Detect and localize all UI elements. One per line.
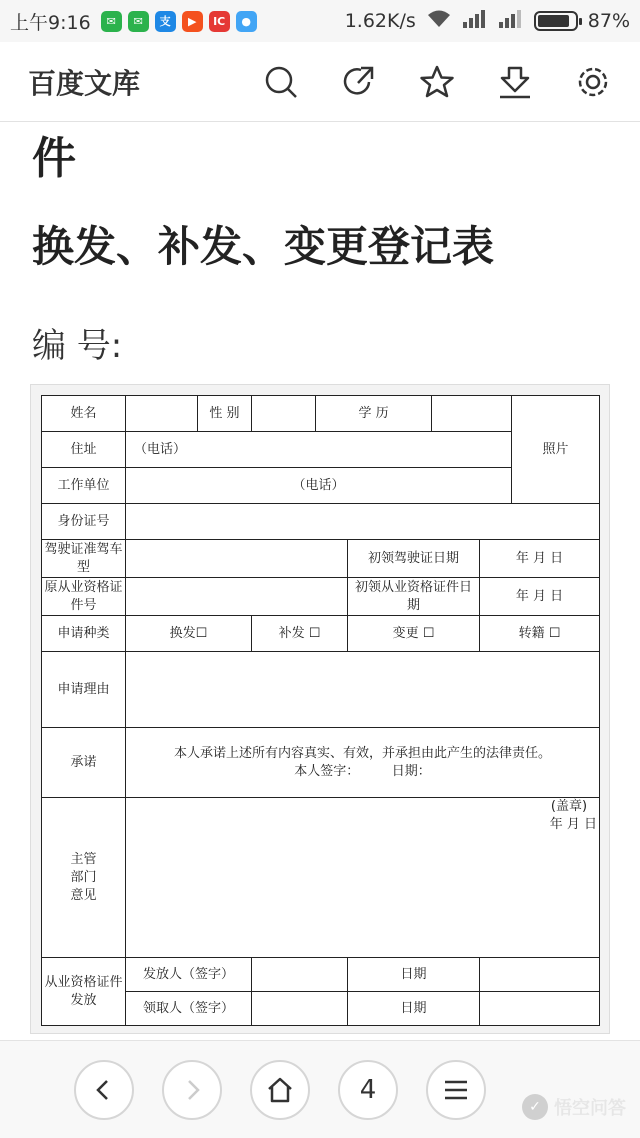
label-receive-date: 日期 xyxy=(348,992,480,1026)
bottom-navbar xyxy=(0,1040,640,1138)
value-orig-cert-no xyxy=(126,578,348,616)
number-label: 编 号: xyxy=(32,326,123,366)
star-icon[interactable] xyxy=(418,63,456,101)
value-address-phone: （电话） xyxy=(126,432,512,468)
label-authority-opinion xyxy=(42,798,126,958)
option-transfer: 转籍 ☐ xyxy=(480,616,600,652)
authority-opinion-box xyxy=(126,798,600,958)
share-icon[interactable] xyxy=(340,63,378,101)
authority-opinion-text: 主管部门意见 xyxy=(70,851,97,903)
label-cert-issue: 从业资格证件发放 xyxy=(42,958,126,1026)
app-header xyxy=(0,42,640,122)
label-license-class: 驾驶证准驾车型 xyxy=(42,540,126,578)
status-bar xyxy=(0,0,640,42)
label-apply-type: 申请种类 xyxy=(42,616,126,652)
registration-form xyxy=(41,395,600,1026)
label-receiver-sign: 领取人（签字） xyxy=(126,992,252,1026)
value-first-cert-date: 年 月 日 xyxy=(480,578,600,616)
seal-date: 年 月 日 xyxy=(549,817,598,832)
alipay-icon: 支 xyxy=(155,11,176,32)
seal-label: (盖章) xyxy=(550,799,588,814)
menu-button[interactable] xyxy=(426,1060,486,1120)
document-content[interactable] xyxy=(0,122,640,1040)
label-name: 姓名 xyxy=(42,396,126,432)
forward-button[interactable] xyxy=(162,1060,222,1120)
value-gender xyxy=(252,396,316,432)
value-license-class xyxy=(126,540,348,578)
watermark xyxy=(522,1094,626,1120)
label-first-cert-date: 初领从业资格证件日期 xyxy=(348,578,480,616)
value-employer-phone: （电话） xyxy=(126,468,512,504)
value-receiver-sign xyxy=(252,992,348,1026)
search-icon[interactable] xyxy=(262,63,300,101)
wechat-icon: ✉ xyxy=(101,11,122,32)
promise-box xyxy=(126,728,600,798)
label-gender: 性 别 xyxy=(198,396,252,432)
label-photo: 照片 xyxy=(512,396,600,504)
signal-icon-2 xyxy=(498,10,524,33)
option-change: 变更 ☐ xyxy=(348,616,480,652)
back-button[interactable] xyxy=(74,1060,134,1120)
option-reissue: 补发 ☐ xyxy=(252,616,348,652)
news-app-icon: IC xyxy=(209,11,230,32)
label-first-license-date: 初领驾驶证日期 xyxy=(348,540,480,578)
label-promise: 承诺 xyxy=(42,728,126,798)
value-id-number xyxy=(126,504,600,540)
document-heading: 换发、补发、变更登记表 xyxy=(32,222,495,271)
label-issuer-sign: 发放人（签字） xyxy=(126,958,252,992)
status-time: 上午9:16 xyxy=(10,11,91,34)
value-name xyxy=(126,396,198,432)
label-employer: 工作单位 xyxy=(42,468,126,504)
label-education: 学 历 xyxy=(316,396,432,432)
browser-app-icon: ● xyxy=(236,11,257,32)
wechat-icon-2: ✉ xyxy=(128,11,149,32)
label-id-number: 身份证号 xyxy=(42,504,126,540)
net-speed: 1.62K/s xyxy=(344,10,416,32)
watermark-text: 悟空问答 xyxy=(554,1098,626,1119)
form-image xyxy=(30,384,610,1034)
settings-icon[interactable] xyxy=(574,63,612,101)
video-app-icon: ▶ xyxy=(182,11,203,32)
promise-signature: 本人签字： 日期： xyxy=(294,763,431,779)
label-address: 住址 xyxy=(42,432,126,468)
wifi-icon xyxy=(426,9,452,34)
label-orig-cert-no: 原从业资格证件号 xyxy=(42,578,126,616)
label-apply-reason: 申请理由 xyxy=(42,652,126,728)
battery-percent: 87% xyxy=(587,10,630,32)
value-issuer-sign xyxy=(252,958,348,992)
home-button[interactable] xyxy=(250,1060,310,1120)
label-issue-date: 日期 xyxy=(348,958,480,992)
heading-fragment: 件 xyxy=(32,133,76,184)
download-icon[interactable] xyxy=(496,63,534,101)
watermark-icon: ✓ xyxy=(522,1094,548,1120)
value-first-license-date: 年 月 日 xyxy=(480,540,600,578)
signal-icon xyxy=(462,10,488,33)
value-apply-reason xyxy=(126,652,600,728)
app-title: 百度文库 xyxy=(28,66,141,100)
value-education xyxy=(432,396,512,432)
page-count-button[interactable]: 4 xyxy=(338,1060,398,1120)
battery-icon xyxy=(534,11,578,31)
promise-text: 本人承诺上述所有内容真实、有效，并承担由此产生的法律责任。 xyxy=(174,745,552,761)
value-issue-date xyxy=(480,958,600,992)
value-receive-date xyxy=(480,992,600,1026)
option-renew: 换发☐ xyxy=(126,616,252,652)
